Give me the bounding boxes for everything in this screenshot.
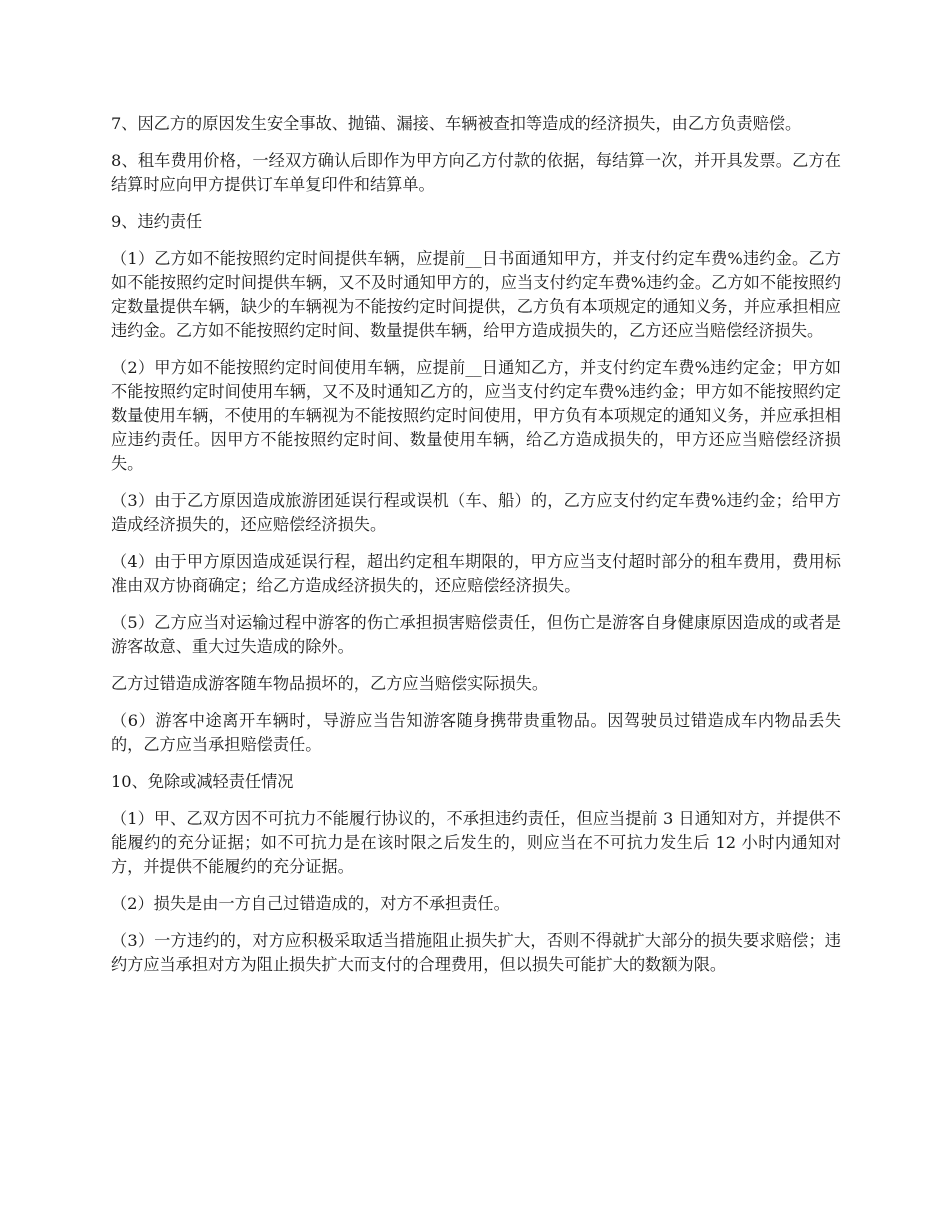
clause-9-item-2: （2）甲方如不能按照约定时间使用车辆，应提前__日通知乙方，并支付约定车费%违约定金；甲方如不能按照约定时间使用车辆，又不及时通知乙方的，应当支付约定车费%违约金；甲方如不能按照约定数量使用车辆，不使用的车辆视为不能按照约定时间使用，甲方负有本项规定的通知义务，并应承担相应违约责任。因甲方不能按照约定时间、数量使用车辆，给乙方造成损失的，甲方还应当赔偿经济损失。 bbox=[111, 358, 841, 473]
clause-10-item-2: （2）损失是由一方自己过错造成的，对方不承担责任。 bbox=[111, 894, 510, 913]
clause-9-item-3: （3）由于乙方原因造成旅游团延误行程或误机（车、船）的，乙方应支付约定车费%违约金；给甲方造成经济损失的，还应赔偿经济损失。 bbox=[111, 491, 841, 534]
clause-9-item-4: （4）由于甲方原因造成延误行程，超出约定租车期限的，甲方应当支付超时部分的租车费用，费用标准由双方协商确定；给乙方造成经济损失的，还应赔偿经济损失。 bbox=[111, 552, 841, 595]
clause-10-item-1: （1）甲、乙双方因不可抗力不能履行协议的，不承担违约责任，但应当提前 3 日通知对方，并提供不能履约的充分证据；如不可抗力是在该时限之后发生的，则应当在不可抗力发生后 12 小时内通知对方，并提供不能履约的充分证据。 bbox=[111, 809, 841, 876]
clause-10-heading: 10、免除或减轻责任情况 bbox=[111, 772, 294, 791]
clause-9-item-5-continued: 乙方过错造成游客随车物品损坏的，乙方应当赔偿实际损失。 bbox=[111, 674, 549, 693]
clause-7: 7、因乙方的原因发生安全事故、抛锚、漏接、车辆被查扣等造成的经济损失，由乙方负责赔偿。 bbox=[111, 114, 802, 133]
clause-8: 8、租车费用价格，一经双方确认后即作为甲方向乙方付款的依据，每结算一次，并开具发票。乙方在结算时应向甲方提供订车单复印件和结算单。 bbox=[111, 151, 841, 194]
clause-10-item-3: （3）一方违约的，对方应积极采取适当措施阻止损失扩大，否则不得就扩大部分的损失要求赔偿；违约方应当承担对方为阻止损失扩大而支付的合理费用，但以损失可能扩大的数额为限。 bbox=[111, 931, 841, 974]
clause-9-heading: 9、违约责任 bbox=[111, 212, 203, 231]
clause-9-item-6: （6）游客中途离开车辆时，导游应当告知游客随身携带贵重物品。因驾驶员过错造成车内物品丢失的，乙方应当承担赔偿责任。 bbox=[111, 711, 841, 754]
document-body bbox=[111, 112, 841, 990]
clause-9-item-5: （5）乙方应当对运输过程中游客的伤亡承担损害赔偿责任，但伤亡是游客自身健康原因造成的或者是游客故意、重大过失造成的除外。 bbox=[111, 613, 841, 656]
clause-9-item-1: （1）乙方如不能按照约定时间提供车辆，应提前__日书面通知甲方，并支付约定车费%违约金。乙方如不能按照约定时间提供车辆，又不及时通知甲方的，应当支付约定车费%违约金。乙方如不能按照约定数量提供车辆，缺少的车辆视为不能按约定时间提供，乙方负有本项规定的通知义务，并应承担相应违约金。乙方如不能按照约定时间、数量提供车辆，给甲方造成损失的，乙方还应当赔偿经济损失。 bbox=[111, 249, 841, 340]
